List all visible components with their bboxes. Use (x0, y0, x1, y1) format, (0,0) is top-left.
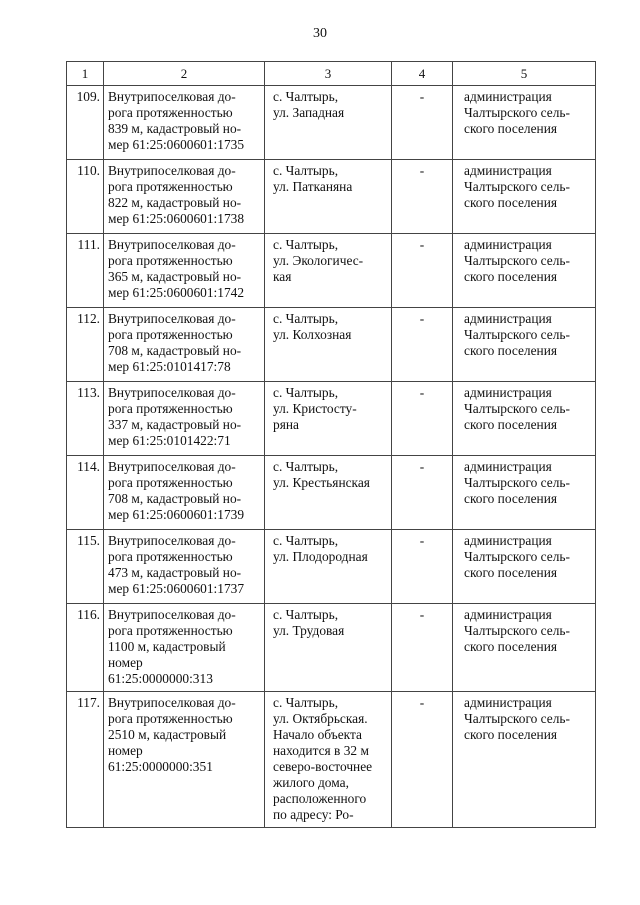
object-owner: администрация Чалтырского сель- ского поселения (453, 604, 596, 692)
object-address: с. Чалтырь, ул. Октябрьская. Начало объекта находится в 32 м северо-восточнее жилого дома, расположенного по адресу: Ро- (265, 692, 392, 828)
table-row (67, 234, 596, 308)
table-row (67, 382, 596, 456)
column-4-value: - (392, 382, 453, 456)
row-number: 109. (67, 86, 104, 160)
object-owner: администрация Чалтырского сель- ского поселения (453, 86, 596, 160)
object-description: Внутрипоселковая до- рога протяженностью 337 м, кадастровый но- мер 61:25:0101422:71 (104, 382, 265, 456)
object-description: Внутрипоселковая до- рога протяженностью 708 м, кадастровый но- мер 61:25:0101417:78 (104, 308, 265, 382)
column-header-1: 1 (67, 62, 104, 86)
object-owner: администрация Чалтырского сель- ского поселения (453, 382, 596, 456)
row-number: 115. (67, 530, 104, 604)
object-description: Внутрипоселковая до- рога протяженностью 1100 м, кадастровый номер 61:25:0000000:313 (104, 604, 265, 692)
table-header-row (67, 62, 596, 86)
row-number: 112. (67, 308, 104, 382)
table-row (67, 530, 596, 604)
object-owner: администрация Чалтырского сель- ского поселения (453, 456, 596, 530)
object-description: Внутрипоселковая до- рога протяженностью 2510 м, кадастровый номер 61:25:0000000:351 (104, 692, 265, 828)
object-address: с. Чалтырь, ул. Экологичес- кая (265, 234, 392, 308)
object-address: с. Чалтырь, ул. Трудовая (265, 604, 392, 692)
column-4-value: - (392, 86, 453, 160)
object-address: с. Чалтырь, ул. Западная (265, 86, 392, 160)
objects-table (66, 61, 596, 828)
object-description: Внутрипоселковая до- рога протяженностью 365 м, кадастровый но- мер 61:25:0600601:1742 (104, 234, 265, 308)
column-4-value: - (392, 234, 453, 308)
row-number: 110. (67, 160, 104, 234)
column-4-value: - (392, 530, 453, 604)
column-header-2: 2 (104, 62, 265, 86)
row-number: 114. (67, 456, 104, 530)
page-number: 30 (313, 26, 327, 41)
table-row (67, 86, 596, 160)
column-header-5: 5 (453, 62, 596, 86)
table-row (67, 692, 596, 828)
column-4-value: - (392, 692, 453, 828)
object-description: Внутрипоселковая до- рога протяженностью 473 м, кадастровый но- мер 61:25:0600601:1737 (104, 530, 265, 604)
table-row (67, 308, 596, 382)
column-4-value: - (392, 604, 453, 692)
row-number: 113. (67, 382, 104, 456)
object-address: с. Чалтырь, ул. Колхозная (265, 308, 392, 382)
object-description: Внутрипоселковая до- рога протяженностью 822 м, кадастровый но- мер 61:25:0600601:1738 (104, 160, 265, 234)
object-address: с. Чалтырь, ул. Плодородная (265, 530, 392, 604)
column-4-value: - (392, 308, 453, 382)
column-header-3: 3 (265, 62, 392, 86)
object-address: с. Чалтырь, ул. Крестьянская (265, 456, 392, 530)
column-4-value: - (392, 160, 453, 234)
row-number: 111. (67, 234, 104, 308)
object-description: Внутрипоселковая до- рога протяженностью 839 м, кадастровый но- мер 61:25:0600601:1735 (104, 86, 265, 160)
object-description: Внутрипоселковая до- рога протяженностью 708 м, кадастровый но- мер 61:25:0600601:1739 (104, 456, 265, 530)
table-row (67, 160, 596, 234)
column-header-4: 4 (392, 62, 453, 86)
object-owner: администрация Чалтырского сель- ского поселения (453, 234, 596, 308)
row-number: 116. (67, 604, 104, 692)
object-address: с. Чалтырь, ул. Кристосту- ряна (265, 382, 392, 456)
object-owner: администрация Чалтырского сель- ского поселения (453, 692, 596, 828)
object-owner: администрация Чалтырского сель- ского поселения (453, 530, 596, 604)
table-row (67, 456, 596, 530)
object-owner: администрация Чалтырского сель- ского поселения (453, 160, 596, 234)
table-row (67, 604, 596, 692)
object-address: с. Чалтырь, ул. Патканяна (265, 160, 392, 234)
column-4-value: - (392, 456, 453, 530)
object-owner: администрация Чалтырского сель- ского поселения (453, 308, 596, 382)
row-number: 117. (67, 692, 104, 828)
